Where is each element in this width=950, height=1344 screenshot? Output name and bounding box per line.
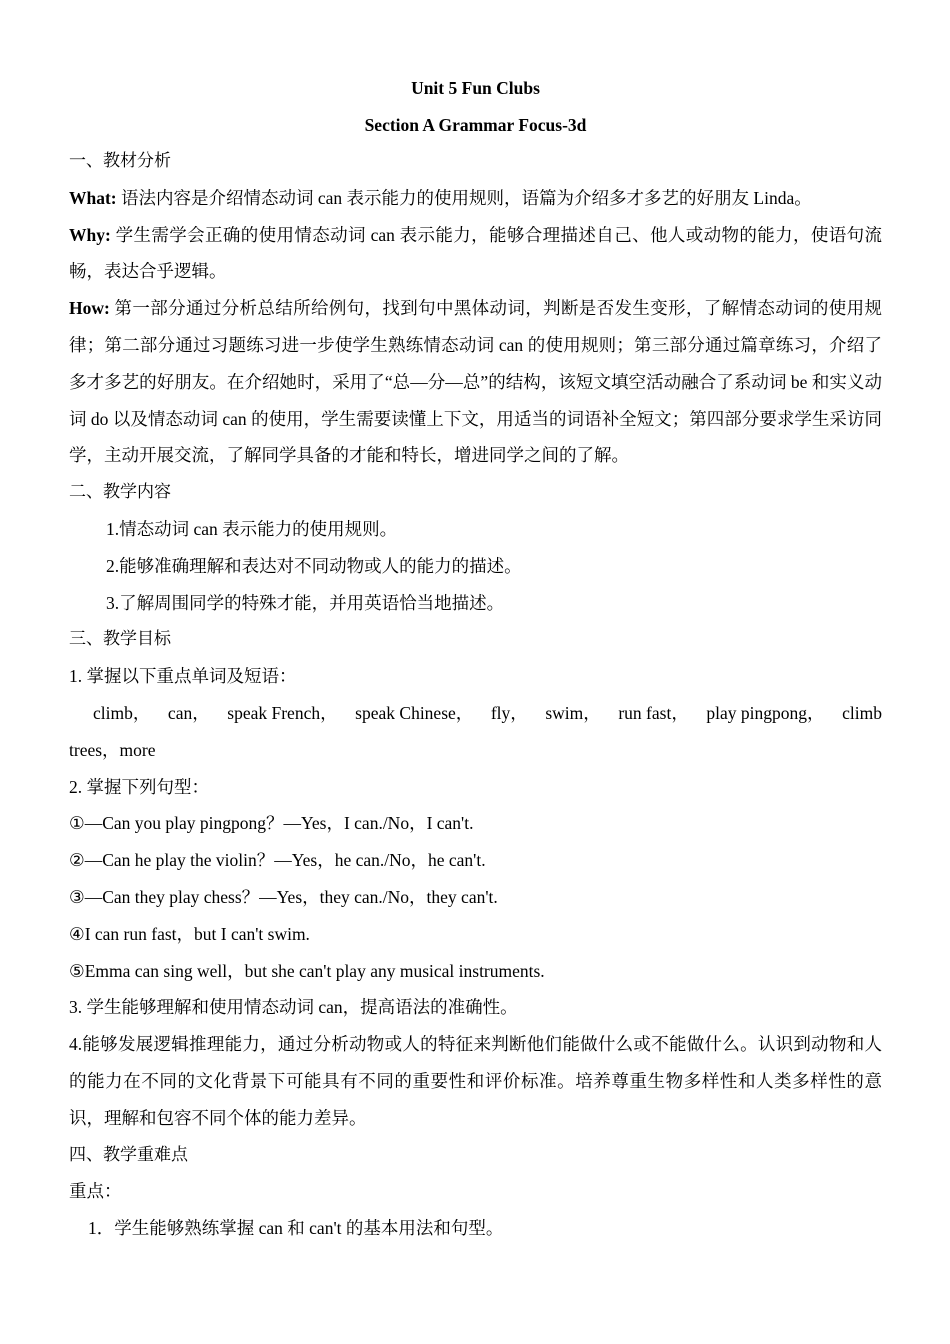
content-item: 1.情态动词 can 表示能力的使用规则。: [106, 518, 398, 539]
paragraph-how: [69, 290, 882, 474]
paragraph-why: [69, 217, 882, 291]
goal-3: 3. 学生能够理解和使用情态动词 can，提高语法的准确性。: [69, 997, 518, 1018]
vocab-word: climb: [842, 702, 882, 723]
vocab-word: can，: [167, 702, 210, 723]
goal-1: 1. 掌握以下重点单词及短语：: [69, 666, 297, 687]
document-subtitle: Section A Grammar Focus-3d: [364, 114, 587, 135]
how-label: How:: [69, 298, 110, 319]
sentence-pattern: ①—Can you play pingpong？—Yes，I can./No，I can't.: [69, 813, 474, 834]
vocabulary-list: [69, 695, 882, 732]
goal-2: 2. 掌握下列句型：: [69, 776, 209, 797]
vocab-word: climb，: [93, 702, 151, 723]
vocab-word: run fast，: [618, 702, 689, 723]
why-label: Why:: [69, 224, 111, 245]
vocab-word: play pingpong，: [706, 702, 825, 723]
sentence-pattern: ③—Can they play chess？—Yes，they can./No，they can't.: [69, 886, 498, 907]
document-title: Unit 5 Fun Clubs: [411, 78, 540, 98]
why-text: 学生需学会正确的使用情态动词 can 表示能力，能够合理描述自己、他人或动物的能力，使语句流畅，表达合乎逻辑。: [69, 224, 882, 282]
how-text: 第一部分通过分析总结所给例句，找到句中黑体动词，判断是否发生变形，了解情态动词的使用规律；第二部分通过习题练习进一步使学生熟练情态动词 can 的使用规则；第三部分通过篇章练习，介绍了多才多艺的好朋友。在介绍她时，采用了“总—分—总”的结构，该短文填空活动融合了系动词 be 和实义动词 do 以及情态动词 can 的使用，学生需要读懂上下文，用适当的词语补全短文；第四部分要求学生采访同学，主动开展交流，了解同学具备的才能和特长，增进同学之间的了解。: [69, 298, 882, 466]
key-points-label: 重点：: [69, 1181, 122, 1202]
section-heading-content: 二、教学内容: [69, 482, 171, 503]
document-page: [69, 70, 882, 1247]
content-item: 2.能够准确理解和表达对不同动物或人的能力的描述。: [106, 555, 522, 576]
vocab-word: swim，: [545, 702, 601, 723]
section-heading-goals: 三、教学目标: [69, 629, 171, 650]
sentence-pattern: ②—Can he play the violin？—Yes，he can./No，he can't.: [69, 850, 486, 871]
what-label: What:: [69, 187, 117, 208]
sentence-pattern: ⑤Emma can sing well，but she can't play any musical instruments.: [69, 960, 545, 981]
sentence-pattern: ④I can run fast，but I can't swim.: [69, 923, 310, 944]
what-text: 语法内容是介绍情态动词 can 表示能力的使用规则，语篇为介绍多才多艺的好朋友 Linda。: [116, 187, 812, 208]
goal-4: 4.能够发展逻辑推理能力，通过分析动物或人的特征来判断他们能做什么或不能做什么。认识到动物和人的能力在不同的文化背景下可能具有不同的重要性和评价标准。培养尊重生物多样性和人类多样性的意识，理解和包容不同个体的能力差异。: [69, 1034, 882, 1128]
section-heading-analysis: 一、教材分析: [69, 151, 171, 171]
content-item: 3.了解周围同学的特殊才能，并用英语恰当地描述。: [106, 592, 505, 613]
paragraph-what: [69, 180, 882, 217]
vocabulary-list-continued: trees，more: [69, 739, 156, 760]
vocab-word: fly，: [490, 702, 528, 723]
vocab-word: speak Chinese，: [355, 702, 474, 723]
vocab-word: speak French，: [227, 702, 338, 723]
section-heading-key-points: 四、教学重难点: [69, 1144, 188, 1165]
key-point-item: 1．学生能够熟练掌握 can 和 can't 的基本用法和句型。: [88, 1218, 504, 1239]
